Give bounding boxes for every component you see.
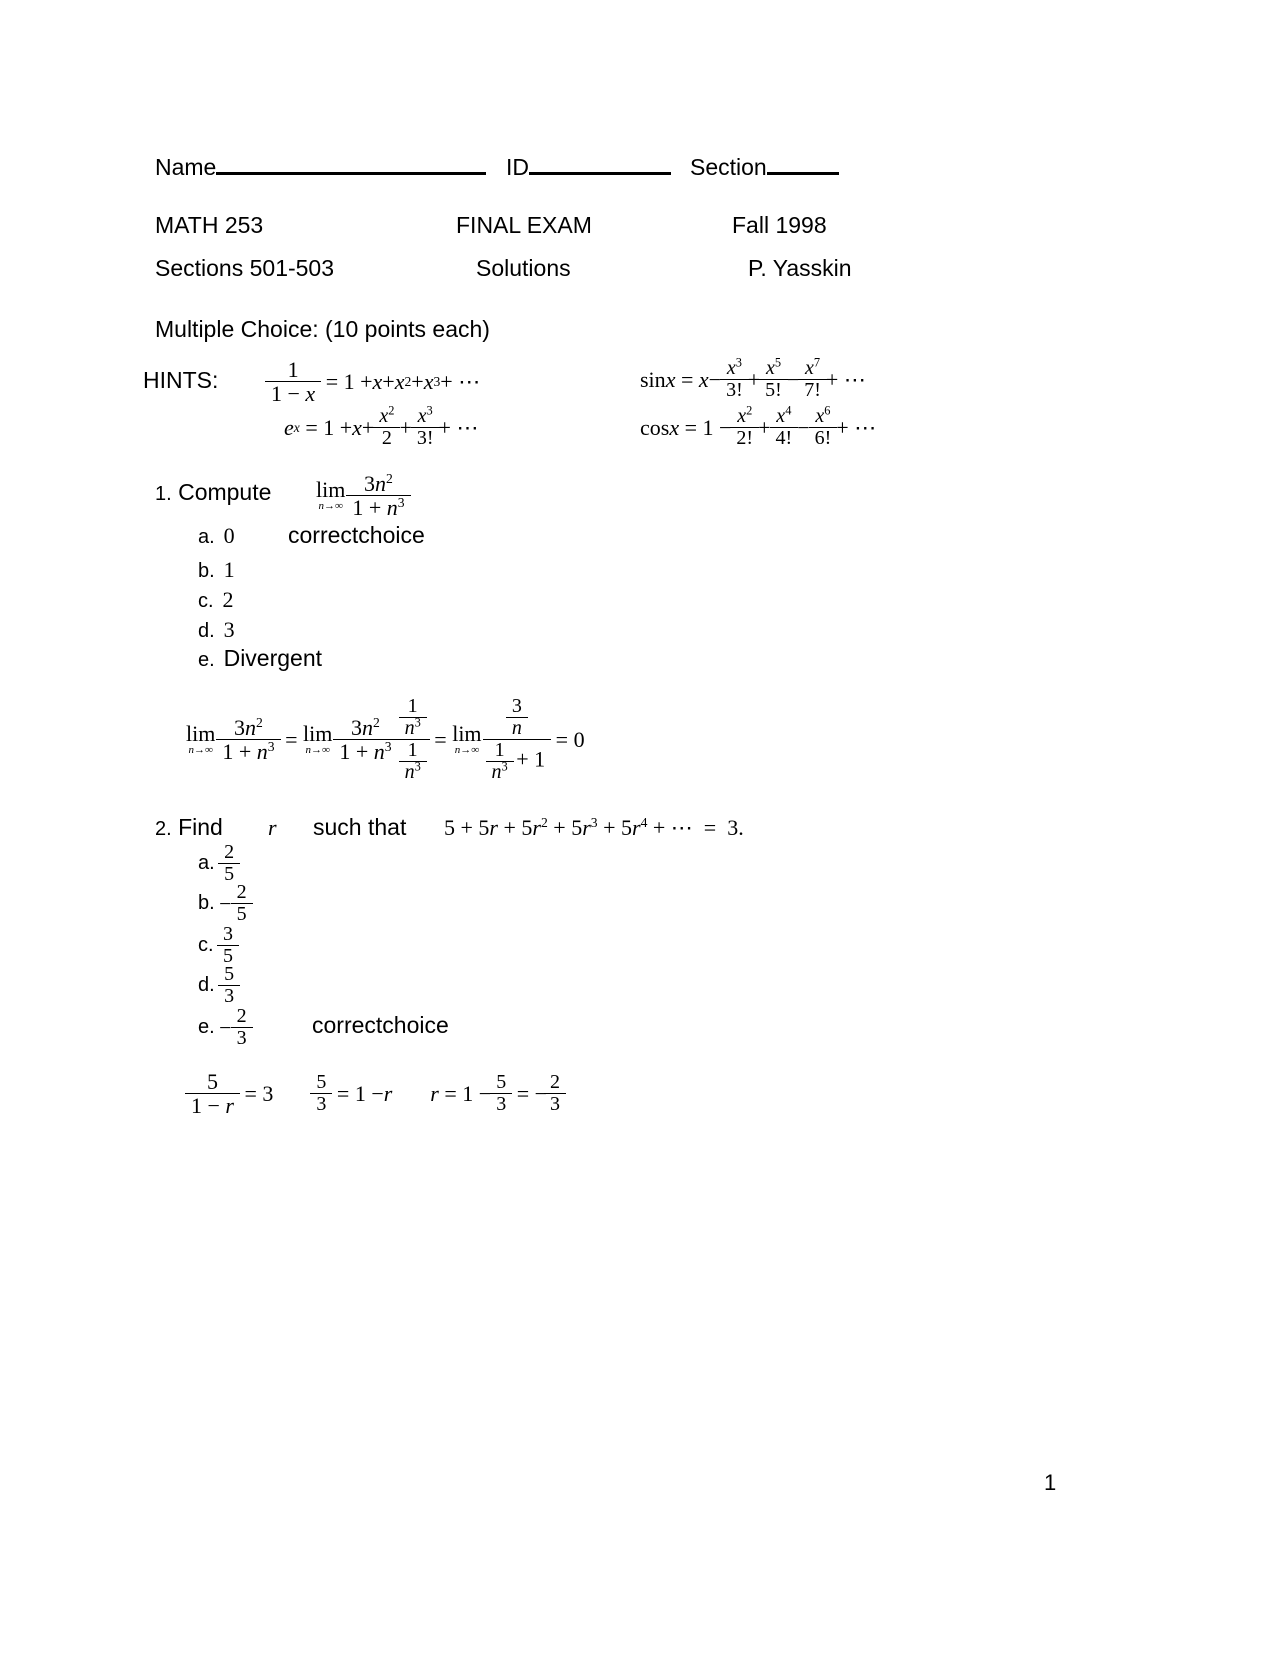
q2-choice-b-value: $\frac{2}{5}$ (234, 882, 250, 925)
q1-choice-a-value: 0 (223, 523, 235, 548)
id-blank[interactable] (529, 152, 671, 175)
q1-limit-expression: lim n→∞ $3n^2$ $1 + n^3$ (316, 472, 410, 519)
multiple-choice-heading: Multiple Choice: (10 points each) (155, 316, 490, 342)
q1-choice-a[interactable]: a. 0 (198, 523, 235, 548)
q1-choice-b[interactable]: b. 1 (198, 557, 235, 582)
q2-choice-c-value: 3 5 (220, 924, 236, 967)
course-title: MATH 253 (155, 212, 264, 238)
term: Fall 1998 (732, 212, 827, 238)
q1-number: 1 (155, 483, 167, 505)
q2-choice-e-value: $\frac{2}{3}$ (234, 1006, 250, 1049)
q2-such-that: such that (313, 814, 407, 840)
name-field[interactable] (155, 152, 486, 181)
name-label: Name (155, 154, 217, 180)
hints-label: HINTS: (143, 367, 219, 393)
q1-correct-note: correctchoice (288, 522, 425, 548)
q2-choice-d[interactable]: d . 5 3 (198, 964, 239, 1007)
q2-choice-a[interactable]: a . 2 5 (198, 842, 239, 885)
q2-solution: 5 1 − r = 3 5 3 = 1 − r r = 1 − 5 3 = − 2 3 (186, 1070, 565, 1117)
hint-geometric-series: 1 1 − x = 1 + x + x 2 + x 3 + ⋯ (266, 358, 480, 405)
instructor: P. Yasskin (748, 255, 852, 281)
q2-choice-e[interactable]: e . − $\frac{2}{3}$ (198, 1006, 252, 1049)
exam-title: FINAL EXAM (456, 212, 592, 238)
q1-choice-d[interactable]: d. 3 (198, 617, 235, 642)
section-label: Section (690, 154, 767, 180)
hint-cos-series: cos x = 1 − $x^2$ 2! + $x^4$ 4! − $x^6$ 6! + ⋯ (640, 403, 877, 449)
name-blank[interactable] (216, 152, 486, 175)
q1-prompt: 1. Compute (155, 479, 272, 505)
q1-choice-b-value: 1 (223, 557, 235, 582)
sections: Sections 501-503 (155, 255, 335, 281)
q2-choice-c[interactable]: c . 3 5 (198, 924, 238, 967)
q1-choice-d-value: 3 (223, 617, 235, 642)
id-field[interactable] (506, 152, 671, 181)
hint-sin-series: sin x = x − $x^3$ 3! + $x^5$ 5! − $x^7$ 7! + ⋯ (640, 355, 866, 401)
q2-choice-b[interactable]: b . − $\frac{2}{5}$ (198, 882, 252, 925)
q1-choice-c[interactable]: c. 2 (198, 587, 234, 612)
solutions-label: Solutions (476, 255, 571, 281)
page-number: 1 (1044, 1470, 1057, 1495)
q1-choice-e[interactable]: e. Divergent (198, 645, 323, 671)
q1-choice-c-value: 2 (222, 587, 234, 612)
q1-solution: lim n→∞ $3n^2$ $1 + n^3$ = lim n→∞ $3n^2$ $1 + n^3$ $\frac{1}{n^3}$ $\frac{1}{n^3}$ = lim n→∞ $\frac{3}{n}$ $\frac{1}{n^3}$ + 1 = 0 (186, 695, 585, 783)
q2-prompt-text: Find (178, 814, 223, 840)
q2-prompt: 2. Find (155, 814, 223, 840)
q2-choice-d-value: 5 3 (221, 964, 237, 1007)
section-field[interactable] (690, 152, 839, 181)
section-blank[interactable] (767, 152, 839, 175)
q2-series-equation: $5 + 5r + 5r^2 + 5r^3 + 5r^4$ + ⋯ = 3. (444, 814, 744, 840)
q1-choice-e-value: Divergent (223, 645, 323, 671)
q2-number: 2 (155, 818, 167, 840)
id-label: ID (506, 154, 529, 180)
q2-correct-note: correctchoice (312, 1012, 449, 1038)
hint-exp-series: e x = 1 + x + $x^2$ 2 + $x^3$ 3! + ⋯ (284, 403, 479, 449)
q2-variable-r: r (268, 815, 277, 840)
q2-choice-a-value: 2 5 (221, 842, 237, 885)
q1-prompt-text: Compute (178, 479, 272, 505)
